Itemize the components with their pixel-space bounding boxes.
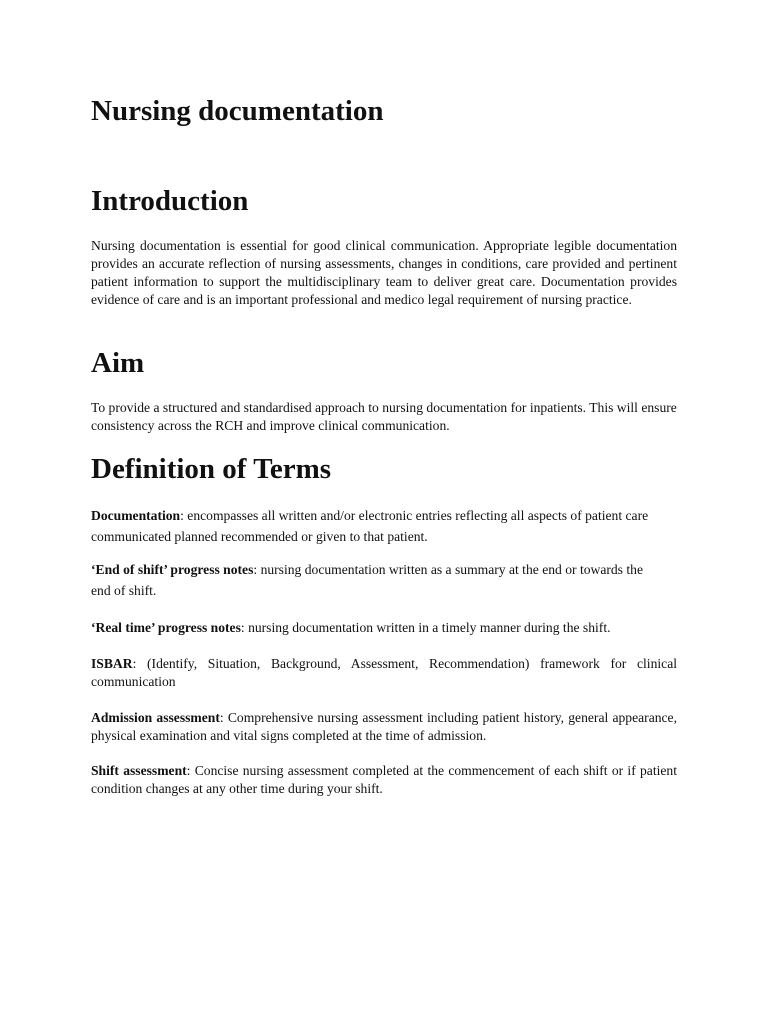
definition-admission-assessment — [91, 709, 677, 745]
definition-term: Documentation — [91, 508, 181, 523]
definition-term: ISBAR — [91, 656, 133, 671]
aim-paragraph: To provide a structured and standardised approach to nursing documentation for inpatients. This will ensure consistency across the RCH and improve clinical communication. — [91, 400, 677, 433]
definition-term: Admission assessment — [91, 710, 220, 725]
definition-shift-assessment — [91, 762, 677, 798]
definition-term: ‘End of shift’ progress notes — [91, 562, 254, 577]
definition-text: : nursing documentation written as a summary at the end or towards the end of shift. — [91, 562, 643, 598]
definition-term: Shift assessment — [91, 763, 187, 778]
definition-text: : Comprehensive nursing assessment including patient history, general appearance, physical examination and vital signs completed at the time of admission. — [91, 710, 677, 743]
definition-real-time-notes — [91, 619, 677, 637]
definition-text: : encompasses all written and/or electronic entries reflecting all aspects of patient care communicated planned recommended or given to that patient. — [91, 508, 649, 544]
definition-text: : Concise nursing assessment completed at the commencement of each shift or if patient condition changes at any other time during your shift. — [91, 763, 677, 796]
definition-term: ‘Real time’ progress notes — [91, 620, 241, 635]
definition-isbar — [91, 655, 677, 691]
definitions-heading: Definition of Terms — [91, 453, 332, 485]
definition-text: : (Identify, Situation, Background, Assessment, Recommendation) framework for clinical communication — [91, 656, 677, 689]
introduction-paragraph: Nursing documentation is essential for good clinical communication. Appropriate legible documentation provides an accurate reflection of nursing assessments, changes in conditions, care provided and pertinent patient information to support the multidisciplinary team to deliver great care. Documentation provides evidence of care and is an important professional and medico legal requirement of nursing practice. — [91, 238, 677, 307]
definition-end-of-shift-notes — [91, 559, 651, 601]
document-title: Nursing documentation — [91, 95, 384, 127]
definition-documentation — [91, 505, 651, 547]
aim-heading: Aim — [91, 347, 145, 379]
introduction-heading: Introduction — [91, 185, 249, 217]
definition-text: : nursing documentation written in a timely manner during the shift. — [240, 620, 611, 635]
